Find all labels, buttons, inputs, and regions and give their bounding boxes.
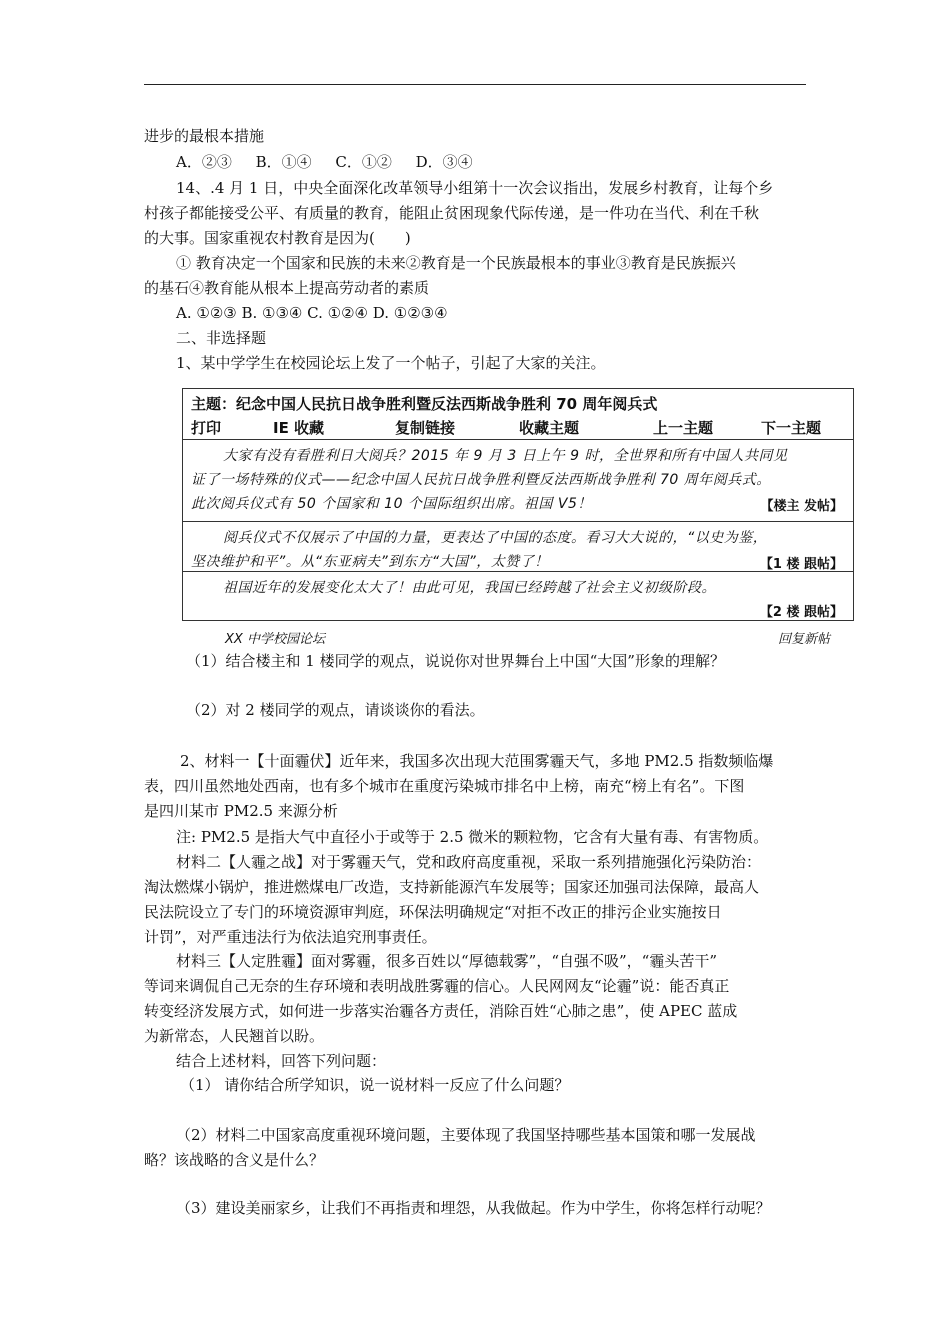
post2-line: 阅兵仪式不仅展示了中国的力量，更表达了中国的态度。看习大大说的，“以史为鉴，	[223, 530, 768, 546]
instruction-line: 结合上述材料，回答下列问题：	[176, 1052, 387, 1070]
sub-question-2: （2）对 2 楼同学的观点，请谈谈你的看法。	[186, 701, 485, 719]
material-line: 等词来调侃自己无奈的生存环境和表明战胜雾霾的信心。人民网网友“论霾”说：能否真正	[144, 977, 730, 995]
question-1-intro: 1、某中学学生在校园论坛上发了一个帖子，引起了大家的关注。	[176, 354, 606, 372]
post1-line: 证了一场特殊的仪式——纪念中国人民抗日战争胜利暨反法西斯战争胜利 70 周年阅兵式。	[191, 472, 771, 488]
post1-line: 此次阅兵仪式有 50 个国家和 10 个国际组织出席。祖国 V5！	[191, 496, 592, 512]
text-line: 进步的最根本措施	[144, 127, 265, 145]
material-line: 转变经济发展方式，如何进一步落实治霾各方责任，消除百姓“心肺之患”，使 APEC 蓝成	[144, 1002, 738, 1020]
reply-new-post-link[interactable]: 回复新帖	[778, 632, 831, 647]
text-line: ① 教育决定一个国家和民族的未来②教育是一个民族最根本的事业③教育是民族振兴	[176, 254, 736, 272]
material-line: 2、材料一【十面霾伏】近年来，我国多次出现大范围雾霾天气，多地 PM2.5 指数频临爆	[180, 752, 774, 770]
material-line: 为新常态，人民翘首以盼。	[144, 1027, 325, 1045]
post3-line: 祖国近年的发展变化太大了！由此可见，我国已经跨越了社会主义初级阶段。	[223, 580, 716, 596]
material-line: 淘汰燃煤小锅炉，推进燃煤电厂改造，支持新能源汽车发展等；国家还加强司法保障，最高人	[144, 878, 760, 896]
material-note: 注: PM2.5 是指大气中直径小于或等于 2.5 微米的颗粒物，它含有大量有毒、有害物质。	[176, 828, 769, 846]
answer-options: A. ①②③ B. ①③④ C. ①②④ D. ①②③④	[176, 304, 448, 322]
question-14: 14、.4 月 1 日，中央全面深化改革领导小组第十一次会议指出，发展乡村教育，让每个乡	[176, 179, 774, 197]
text-line: 的基石④教育能从根本上提高劳动者的素质	[144, 279, 430, 297]
toolbar-prev-topic: 上一主题	[653, 419, 714, 437]
forum-title: 主题：纪念中国人民抗日战争胜利暨反法西斯战争胜利 70 周年阅兵式	[191, 395, 658, 413]
post-divider	[183, 571, 853, 572]
toolbar-next-topic: 下一主题	[761, 419, 822, 437]
material-line: 表，四川虽然地处西南，也有多个城市在重度污染城市排名中上榜，南充“榜上有名”。下图	[144, 777, 745, 795]
material-line: 材料二【人霾之战】对于雾霾天气，党和政府高度重视，采取一系列措施强化污染防治：	[176, 853, 762, 871]
forum-footer-name: XX 中学校园论坛	[225, 632, 325, 647]
toolbar-favorite-topic: 收藏主题	[519, 419, 580, 437]
sub-question: （2）材料二中国家高度重视环境问题，主要体现了我国坚持哪些基本国策和哪一发展战	[176, 1126, 756, 1144]
material-line: 是四川某市 PM2.5 来源分析	[144, 802, 338, 820]
sub-question-1: （1）结合楼主和 1 楼同学的观点，说说你对世界舞台上中国“大国”形象的理解？	[186, 652, 725, 670]
material-line: 民法院设立了专门的环境资源审判庭，环保法明确规定“对拒不改正的排污企业实施按日	[144, 903, 722, 921]
post-divider	[183, 439, 853, 440]
text-line: 村孩子都能接受公平、有质量的教育，能阻止贫困现象代际传递，是一件功在当代、利在千秋	[144, 204, 760, 222]
answer-options: A．②③ B．①④ C．①② D．③④	[176, 153, 473, 171]
post2-line: 坚决维护和平”。从“东亚病夫”到东方“大国”，太赞了！	[191, 554, 549, 570]
sub-question: （3）建设美丽家乡，让我们不再指责和埋怨，从我做起。作为中学生，你将怎样行动呢？	[176, 1199, 771, 1217]
material-line: 计罚”，对严重违法行为依法追究刑事责任。	[144, 928, 437, 946]
post-divider	[183, 521, 853, 522]
forum-screenshot	[182, 388, 854, 621]
post2-tag: 【1 楼 跟帖】	[759, 557, 843, 572]
material-line: 材料三【人定胜霾】面对雾霾，很多百姓以“厚德载雾”，“自强不吸”，“霾头苦干”	[176, 952, 718, 970]
text-line: 的大事。国家重视农村教育是因为( )	[144, 229, 411, 247]
toolbar-ie-favorite: IE 收藏	[273, 419, 325, 437]
header-rule	[144, 84, 806, 85]
post1-tag: 【楼主 发帖】	[760, 499, 843, 514]
toolbar-print: 打印	[191, 419, 222, 437]
section-heading: 二、非选择题	[176, 329, 267, 347]
sub-question: （1） 请你结合所学知识，说一说材料一反应了什么问题？	[180, 1076, 570, 1094]
toolbar-copy-link: 复制链接	[395, 419, 456, 437]
post3-tag: 【2 楼 跟帖】	[759, 605, 843, 620]
sub-question-cont: 略？该战略的含义是什么？	[144, 1151, 325, 1169]
post1-line: 大家有没有看胜利日大阅兵？2015 年 9 月 3 日上午 9 时，全世界和所有中国人共同见	[223, 448, 788, 464]
